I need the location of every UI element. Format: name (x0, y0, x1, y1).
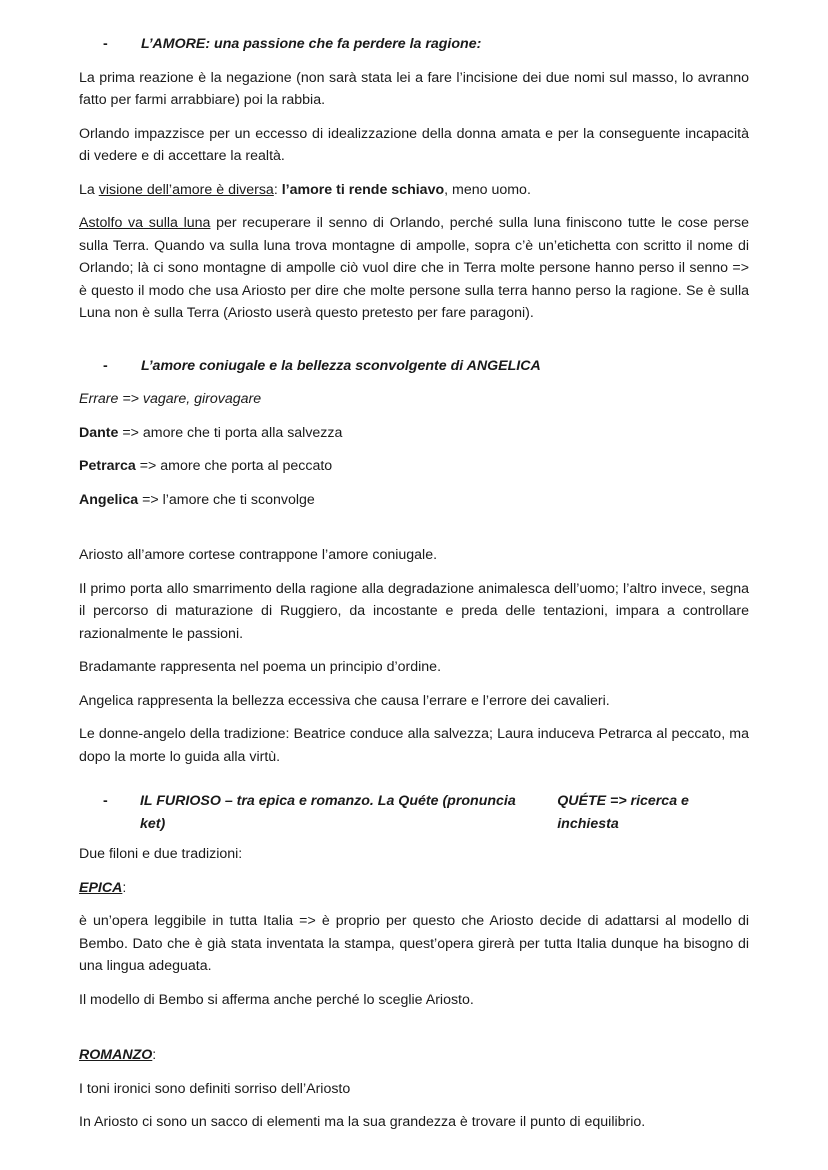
definition-errare: Errare => vagare, girovagare (79, 391, 262, 407)
section-heading-angelica (79, 355, 749, 378)
paragraph-negazione: La prima reazione è la negazione (non sarà stata lei a fare l’incisione dei due nomi sul masso, lo avranno fatto per farmi arrabbiare) poi la rabbia. (79, 69, 749, 108)
label-text: EPICA (79, 879, 123, 896)
paragraph-bradamante: Bradamante rappresenta nel poema un principio d’ordine. (79, 659, 442, 675)
name-petrarca: Petrarca (79, 458, 136, 474)
bullet-dash: - (103, 793, 108, 809)
paragraph-angelica: Angelica rappresenta la bellezza eccessiva che causa l’errare e l’errore dei cavalieri. (79, 692, 610, 709)
section-heading-amore (79, 33, 749, 56)
bold-phrase: l’amore ti rende schiavo (281, 181, 445, 198)
text-run: : (273, 181, 282, 198)
paragraph-epica: è un’opera leggibile in tutta Italia => è proprio per questo che Ariosto decide di adattarsi al modello di Bembo. Dato che è già stata inventata la stampa, quest’opera girerà per tutta Italia dunque ha bisogno di una lingua adeguata. (79, 913, 749, 974)
bullet-dash: - (103, 36, 108, 52)
underlined-phrase: visione dell’amore è diversa (98, 181, 274, 198)
paragraph-equilibrio: In Ariosto ci sono un sacco di elementi ma la sua grandezza è trovare il punto di equilibrio. (79, 1114, 646, 1130)
paragraph-smarrimento: Il primo porta allo smarrimento della ragione alla degradazione animalesca dell’uomo; l’altro invece, segna il percorso di maturazione di Ruggiero, da incostante e preda delle tentazioni, impara a controllare razionalmente le passioni. (79, 580, 749, 642)
label-text: ROMANZO (79, 1047, 153, 1063)
label-romanzo (79, 1044, 749, 1067)
text-run: => l’amore che ti sconvolge (138, 491, 315, 508)
heading-text: L’amore coniugale e la bellezza sconvolgente di ANGELICA (141, 357, 541, 374)
name-dante: Dante (79, 424, 119, 441)
paragraph-amore-cortese: Ariosto all’amore cortese contrappone l’amore coniugale. (79, 547, 438, 563)
text-run: , meno uomo. (444, 181, 531, 198)
text-run: : (152, 1047, 157, 1063)
text-run: => amore che porta al peccato (135, 458, 333, 474)
label-epica (79, 877, 749, 900)
heading-text-left: IL FURIOSO – tra epica e romanzo. La Quéte (pronuncia ket) (139, 793, 516, 832)
paragraph-filoni: Due filoni e due tradizioni: (79, 846, 243, 862)
text-run: per recuperare il senno di Orlando, perché sulla luna finiscono tutte le cose perse sulla Terra. Quando va sulla luna trova montagne di ampolle, sopra c’è un’etichetta con scritto il nome di Orlando; là ci sono montagne di ampolle ciò vuol dire che in Terra molte persone hanno perso il senno => è questo il modo che usa Ariosto per dire che molte persone sulla terra hanno perso la ragione. Se è sulla Luna non è sulla Terra (Ariosto userà questo pretesto per fare paragoni). (79, 215, 750, 321)
name-angelica: Angelica (79, 491, 139, 508)
heading-text-right: QUÉTE => ricerca e inchiesta (557, 793, 689, 832)
paragraph-visione (79, 179, 749, 202)
paragraph-bembo: Il modello di Bembo si afferma anche perché lo sceglie Ariosto. (79, 991, 474, 1008)
section-heading-furioso (79, 790, 749, 835)
paragraph-orlando: Orlando impazzisce per un eccesso di idealizzazione della donna amata e per la conseguente incapacità di vedere e di accettare la realtà. (79, 125, 749, 164)
bullet-dash: - (103, 357, 108, 374)
line-petrarca (79, 455, 749, 478)
paragraph-donne-angelo: Le donne-angelo della tradizione: Beatrice conduce alla salvezza; Laura induceva Petrarca al peccato, ma dopo la morte lo guida alla virtù. (79, 726, 749, 765)
line-dante (79, 422, 749, 445)
line-angelica (79, 489, 749, 512)
heading-text: L’AMORE: una passione che fa perdere la ragione: (141, 36, 482, 52)
text-run: La (79, 181, 99, 198)
paragraph-astolfo (79, 212, 749, 325)
text-run: : (122, 879, 127, 896)
text-run: => amore che ti porta alla salvezza (118, 424, 343, 441)
underlined-phrase: Astolfo va sulla luna (79, 215, 211, 231)
paragraph-toni-ironici: I toni ironici sono definiti sorriso dell’Ariosto (79, 1080, 351, 1097)
